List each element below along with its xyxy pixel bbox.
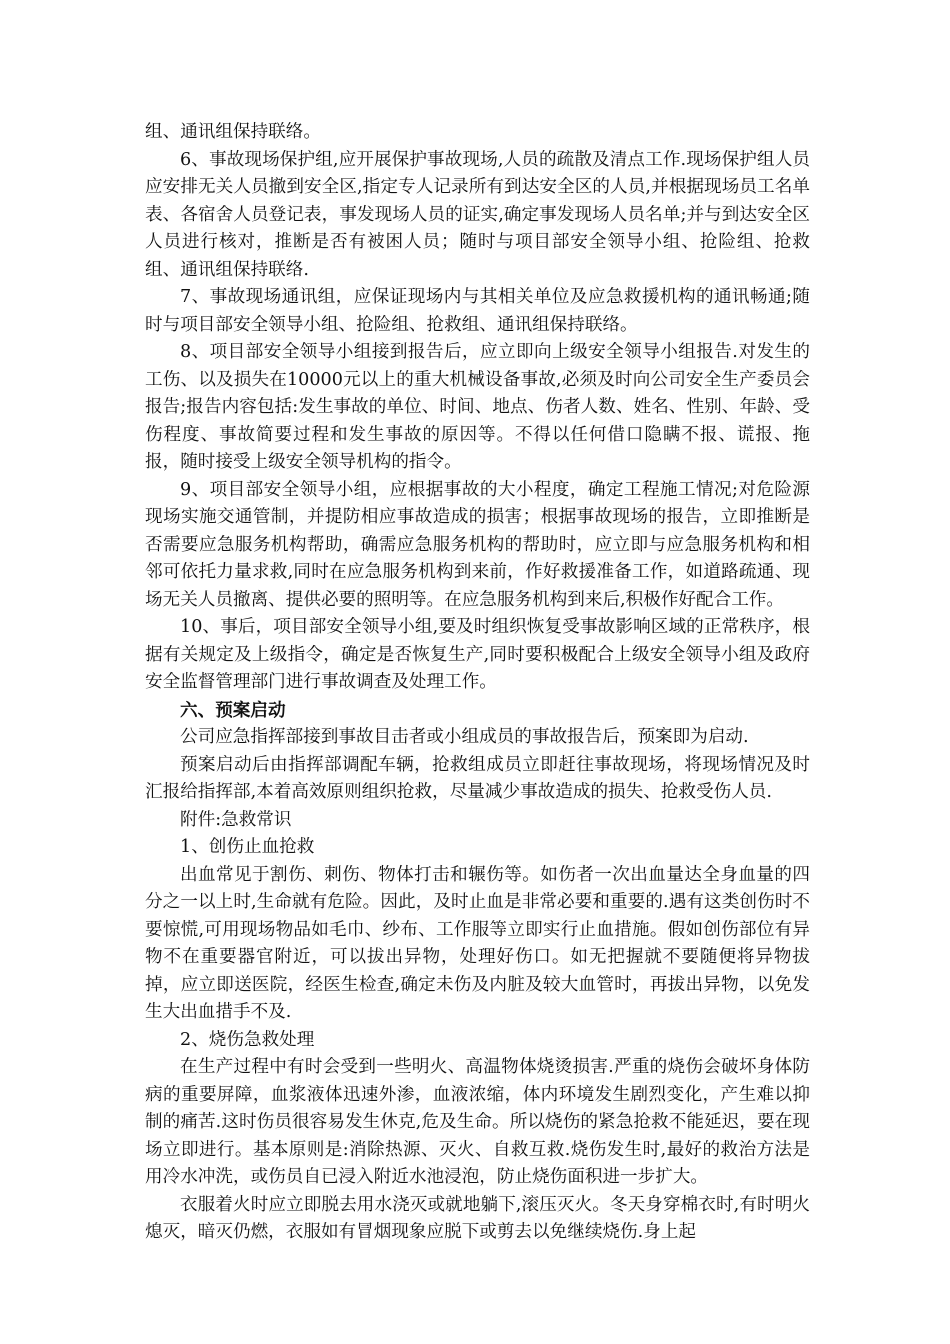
subheading-burns: 2、烧伤急救处理 (180, 1029, 315, 1050)
document-body (145, 119, 810, 1247)
paragraph-item-8: 8、项目部安全领导小组接到报告后，应立即向上级安全领导小组报告.对发生的工伤、以及损失在10000元以上的重大机械设备事故,必须及时向公司安全生产委员会报告;报告内容包括:发生事故的单位、时间、地点、伤者人数、姓名、性别、年龄、受伤程度、事故简要过程和发生事故的原因等。不得以任何借口隐瞒不报、谎报、拖报，随时接受上级安全领导机构的指令。 (145, 342, 810, 472)
paragraph-item-10: 10、事后，项目部安全领导小组,要及时组织恢复受事故影响区域的正常秩序，根据有关规定及上级指令，确定是否恢复生产,同时要积极配合上级安全领导小组及政府安全监督管理部门进行事故调查及处理工作。 (145, 617, 810, 692)
paragraph-item-7: 7、事故现场通讯组，应保证现场内与其相关单位及应急救援机构的通讯畅通;随时与项目部安全领导小组、抢险组、抢救组、通讯组保持联络。 (145, 287, 810, 335)
paragraph-bleeding: 出血常见于割伤、刺伤、物体打击和辗伤等。如伤者一次出血量达全身血量的四分之一以上时,生命就有危险。因此，及时止血是非常必要和重要的.遇有这类创伤时不要惊慌,可用现场物品如毛巾、纱布、工作服等立即实行止血措施。假如创伤部位有异物不在重要器官附近，可以拔出异物，处理好伤口。如无把握就不要随便将异物拔掉，应立即送医院，经医生检查,确定未伤及内脏及较大血管时，再拔出异物，以免发生大出血措手不及. (145, 864, 810, 1022)
paragraph-item-6: 6、事故现场保护组,应开展保护事故现场,人员的疏散及清点工作.现场保护组人员应安排无关人员撤到安全区,指定专人记录所有到达安全区的人员,并根据现场员工名单表、各宿舍人员登记表，事发现场人员的证实,确定事发现场人员名单;并与到达安全区人员进行核对，推断是否有被困人员；随时与项目部安全领导小组、抢险组、抢救组、通讯组保持联络. (145, 149, 810, 280)
paragraph-clothing-fire: 衣服着火时应立即脱去用水浇灭或就地躺下,滚压灭火。冬天身穿棉衣时,有时明火熄灭，暗灭仍燃，衣服如有冒烟现象应脱下或剪去以免继续烧伤.身上起 (145, 1194, 810, 1242)
paragraph-burns: 在生产过程中有时会受到一些明火、高温物体烧烫损害.严重的烧伤会破坏身体防病的重要屏障，血浆液体迅速外渗，血液浓缩，体内环境发生剧烈变化，产生难以抑制的痛苦.这时伤员很容易发生休克,危及生命。所以烧伤的紧急抢救不能延迟，要在现场立即进行。基本原则是:消除热源、灭火、自救互救.烧伤发生时,最好的救治方法是用冷水冲洗，或伤员自已浸入附近水池浸泡，防止烧伤面积进一步扩大。 (145, 1057, 810, 1187)
paragraph-continuation: 组、通讯组保持联络。 (145, 122, 321, 142)
section-heading: 六、预案启动 (180, 699, 286, 721)
appendix-title: 附件:急救常识 (180, 809, 292, 830)
paragraph-plan-dispatch: 预案启动后由指挥部调配车辆，抢救组成员立即赶往事故现场，将现场情况及时汇报给指挥部,本着高效原则组织抢救，尽量减少事故造成的损失、抢救受伤人员. (145, 754, 810, 802)
paragraph-plan-start: 公司应急指挥部接到事故目击者或小组成员的事故报告后，预案即为启动. (180, 727, 749, 747)
paragraph-item-9: 9、项目部安全领导小组，应根据事故的大小程度，确定工程施工情况;对危险源现场实施交通管制，并提防相应事故造成的损害；根据事故现场的报告，立即推断是否需要应急服务机构帮助，确需应急服务机构的帮助时，应立即与应急服务机构和相邻可依托力量求救,同时在应急服务机构到来前，作好救援准备工作，如道路疏通、现场无关人员撤离、提供必要的照明等。在应急服务机构到来后,积极作好配合工作。 (145, 479, 810, 610)
subheading-bleeding: 1、创伤止血抢救 (180, 837, 315, 857)
